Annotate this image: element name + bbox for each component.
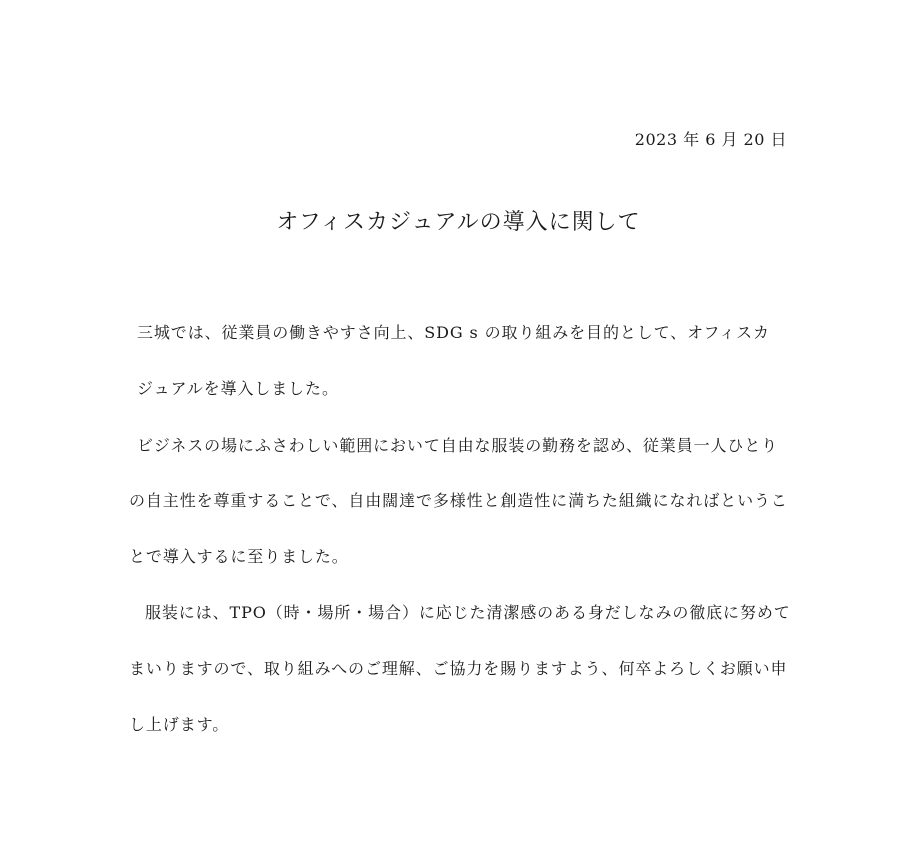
body-line-6: 服装には、TPO（時・場所・場合）に応じた清潔感のある身だしなみの徹底に努めて (145, 603, 791, 622)
body-line-4: の自主性を尊重することで、自由闊達で多様性と創造性に満ちた組織になればというこ (129, 491, 788, 510)
document-title: オフィスカジュアルの導入に関して (276, 210, 641, 235)
body-line-3: ビジネスの場にふさわしい範囲において自由な服装の勤務を認め、従業員一人ひとり (137, 436, 779, 455)
body-line-1: 三城では、従業員の働きやすさ向上、SDG s の取り組みを目的として、オフィスカ (137, 323, 770, 342)
body-line-2: ジュアルを導入しました。 (137, 379, 339, 398)
body-line-5: とで導入するに至りました。 (129, 547, 349, 566)
body-line-7: まいりますので、取り組みへのご理解、ご協力を賜りますよう、何卒よろしくお願い申 (129, 659, 788, 678)
body-line-8: し上げます。 (129, 715, 230, 734)
document-date: 2023 年 6 月 20 日 (634, 130, 787, 149)
